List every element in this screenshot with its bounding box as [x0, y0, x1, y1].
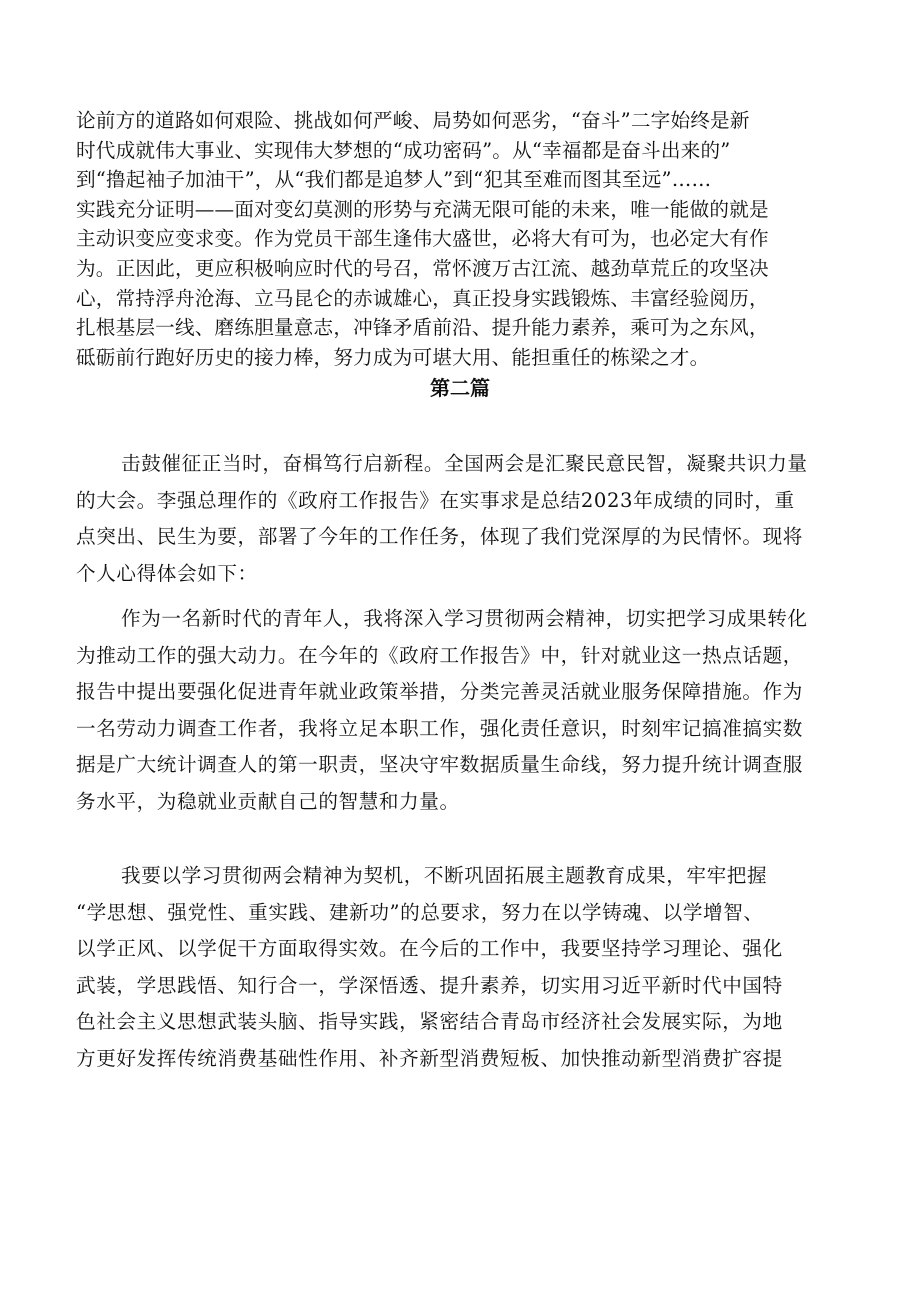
text-line: 扎根基层一线、磨练胆量意志，冲锋矛盾前沿、提升能力素养，乘可为之东风，: [76, 316, 769, 340]
text-line: 报告中提出要强化促进青年就业政策举措，分类完善灵活就业服务保障措施。作为: [76, 680, 803, 704]
text-line: 色社会主义思想武装头脑、指导实践，紧密结合青岛市经济社会发展实际，为地: [76, 1010, 783, 1034]
text-line: 论前方的道路如何艰险、挑战如何严峻、局势如何恶劣，“奋斗”二字始终是新: [76, 109, 750, 132]
text-line: 个人心得体会如下：: [76, 561, 258, 585]
text-line: 心，常持浮舟沧海、立马昆仑的赤诚雄心，真正投身实践锻炼、丰富经验阅历，: [76, 286, 769, 310]
text-line: 砥砺前行跑好历史的接力棒，努力成为可堪大用、能担重任的栋梁之才。: [76, 345, 710, 369]
text-line: 到“撸起袖子加油干”，从“我们都是追梦人”到“犯其至难而图其至远”……: [76, 168, 712, 192]
text-line: 一名劳动力调查工作者，我将立足本职工作，强化责任意识，时刻牢记搞准搞实数: [76, 716, 803, 740]
section2-paragraph-3: [76, 858, 851, 1078]
text-line: 武装，学思践悟、知行合一，学深悟透、提升素养，切实用习近平新时代中国特: [76, 973, 783, 997]
text-line: 实践充分证明——面对变幻莫测的形势与充满无限可能的未来，唯一能做的就是: [76, 197, 769, 221]
text-line: 为推动工作的强大动力。在今年的《政府工作报告》中，针对就业这一热点话题，: [76, 643, 803, 667]
text-line: 为。正因此，更应积极响应时代的号召，常怀渡万古江流、越劲草荒丘的攻坚决: [76, 256, 769, 280]
text-line: 的大会。李强总理作的《政府工作报告》在实事求是总结2023年成绩的同时，重: [76, 488, 795, 512]
text-line: 时代成就伟大事业、实现伟大梦想的“成功密码”。从“幸福都是奋斗出来的”: [76, 138, 731, 162]
text-line: 击鼓催征正当时，奋楫笃行启新程。全国两会是汇聚民意民智，凝聚共识力量: [121, 452, 808, 475]
text-line: 据是广大统计调查人的第一职责，坚决守牢数据质量生命线，努力提升统计调查服: [76, 753, 803, 777]
text-line: 作为一名新时代的青年人，我将深入学习贯彻两会精神，切实把学习成果转化: [121, 607, 808, 630]
text-line: 我要以学习贯彻两会精神为契机，不断巩固拓展主题教育成果，牢牢把握: [121, 864, 768, 887]
text-line: “学思想、强党性、重实践、建新功”的总要求，努力在以学铸魂、以学增智、: [76, 900, 764, 924]
text-line: 点突出、民生为要，部署了今年的工作任务，体现了我们党深厚的为民情怀。现将: [76, 525, 803, 549]
section1-paragraph: [76, 106, 851, 372]
text-line: 主动识变应变求变。作为党员干部生逢伟大盛世，必将大有可为，也必定大有作: [76, 227, 769, 251]
section-heading: 第二篇: [430, 376, 490, 400]
text-line: 方更好发挥传统消费基础性作用、补齐新型消费短板、加快推动新型消费扩容提: [76, 1046, 783, 1070]
section2-paragraph-1: [76, 446, 851, 592]
text-line: 务水平，为稳就业贡献自己的智慧和力量。: [76, 789, 460, 813]
section2-paragraph-2: [76, 601, 851, 821]
text-line: 以学正风、以学促干方面取得实效。在今后的工作中，我要坚持学习理论、强化: [76, 937, 783, 961]
